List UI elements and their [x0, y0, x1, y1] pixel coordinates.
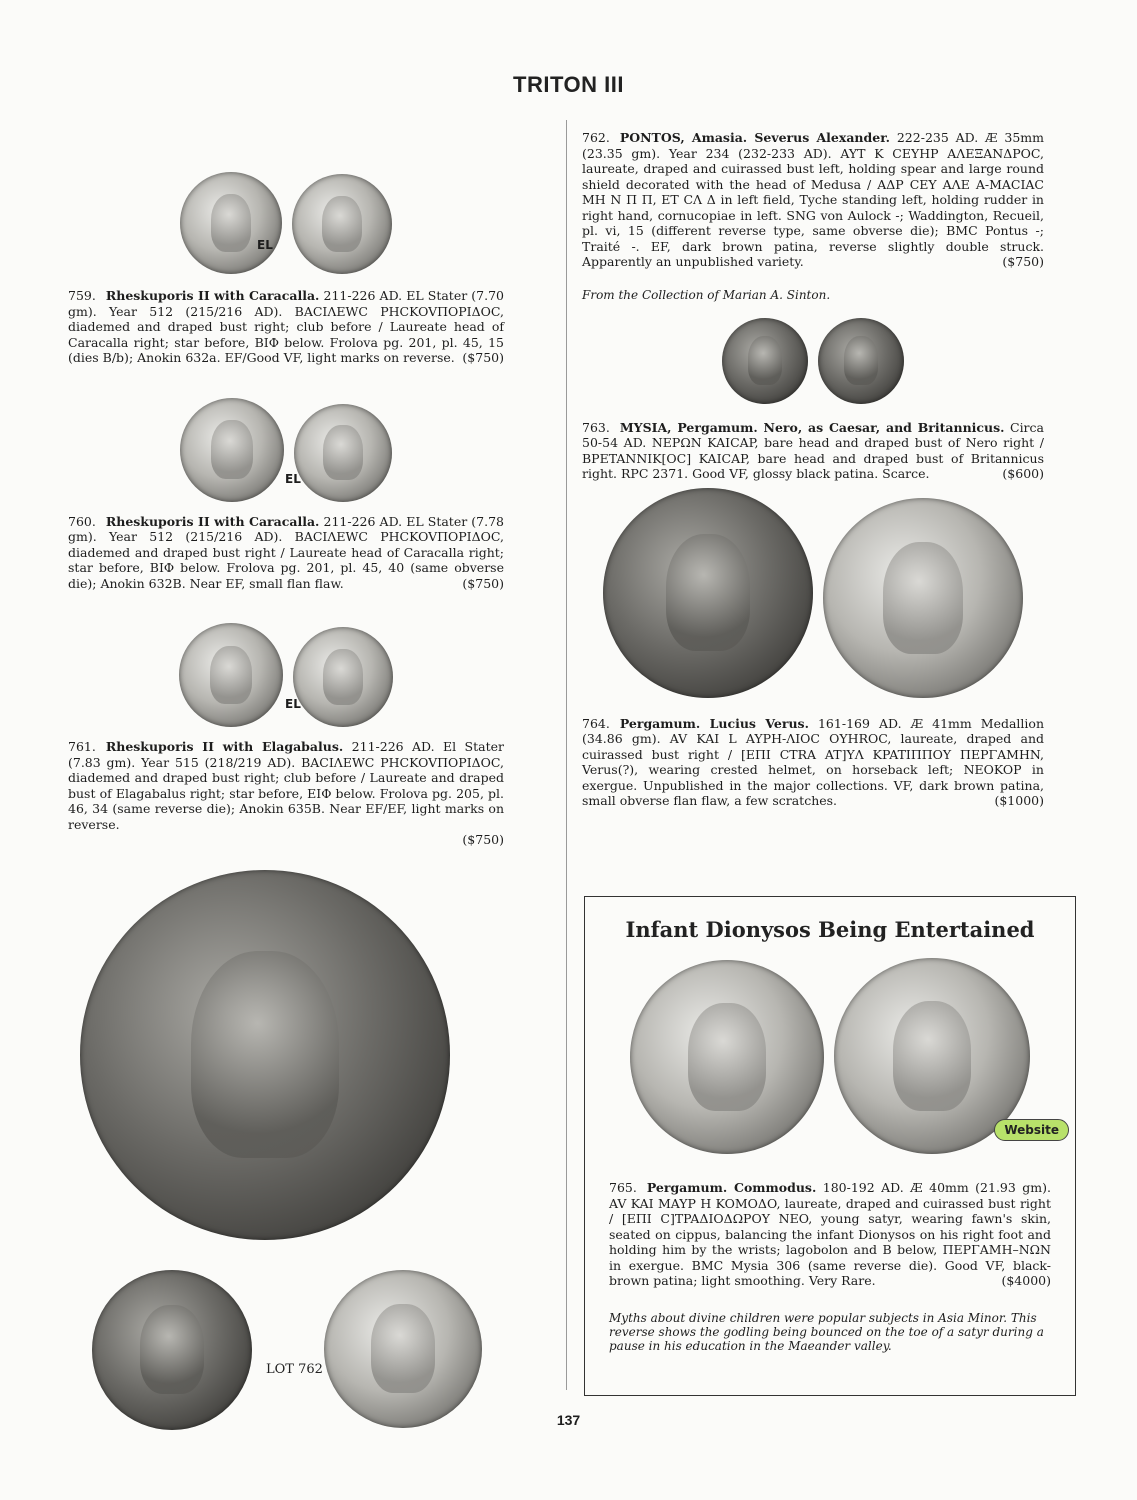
lot-762-large-images: [68, 870, 504, 1430]
coin-images-765: [609, 954, 1051, 1154]
lot-price: ($750): [1002, 254, 1044, 269]
metal-mark-761: EL: [285, 697, 301, 711]
lot-761: [68, 739, 504, 848]
lot-762-caption: LOT 762: [266, 1362, 323, 1377]
lot-price: ($600): [1002, 466, 1044, 481]
lot-description: 211-226 AD. EL Stater (7.70 gm). Year 512 (215/216 AD). BACIΛEWC PHCKOVΠOPIΔOC, diademed and draped bust right; club before / Laureate head of Caracalla right; star before, BIΦ below. Frolova pg. 201, pl. 45, 15 (dies B/b); Anokin 632a. EF/Good VF, light marks on reverse.: [68, 288, 504, 365]
lot-price: ($750): [462, 575, 504, 591]
lot-price: ($1000): [994, 793, 1044, 808]
lot-760: [68, 514, 504, 592]
lot-title: Pergamum. Commodus.: [646, 1180, 817, 1195]
coin-images-763: [582, 316, 1044, 404]
featured-lot-box: [584, 896, 1076, 1396]
lot-title: Rheskuporis II with Caracalla.: [105, 288, 320, 303]
lot-title: PONTOS, Amasia. Severus Alexander.: [619, 130, 891, 145]
lot-description: 211-226 AD. El Stater (7.83 gm). Year 515 (218/219 AD). BACIΛEWC PHCKOVΠOPIΔOC, diademed and draped bust right; club before / Laureate and draped bust of Elagabalus right; star before, EIΦ below. Frolova pg. 205, pl. 46, 34 (same reverse die); Anokin 635B. Near EF/EF, light marks on reverse.: [68, 739, 504, 832]
lot-description: 211-226 AD. EL Stater (7.78 gm). Year 512 (215/216 AD). BACIΛEWC PHCKOVΠOPIΔOC, diademed and draped bust right / Laureate head of Caracalla right; star before, BIΦ below. Frolova pg. 201, pl. 45, 40 (same obverse die); Anokin 632B. Near EF, small flan flaw.: [68, 513, 504, 591]
lot-762: [582, 130, 1044, 270]
lot-number: 760.: [68, 513, 96, 529]
lot-title: Rheskuporis II with Elagabalus.: [105, 739, 344, 754]
lot-number: 762.: [582, 130, 610, 145]
lot-759: [68, 288, 504, 366]
lot-description: 222-235 AD. Æ 35mm (23.35 gm). Year 234 (232-233 AD). AYT K CEYHP AΛEΞANΔPOC, laureate, draped and cuirassed bust left, holding spear and large round shield decorated with the head of Medusa / AΔP CEY AΛE A-MACIAC MH N Π Π, ET CΛ Δ in left field, Tyche standing left, holding rudder in right hand, cornucopiae in left. SNG von Aulock -; Waddington, Recueil, pl. vi, 15 (different reverse type, same obverse die); BMC Pontus -; Traité -. EF, dark brown patina, reverse slightly double struck. Apparently an unpublished variety.: [582, 130, 1044, 269]
coin-reverse-760: [294, 404, 392, 502]
lot-title: MYSIA, Pergamum. Nero, as Caesar, and Britannicus.: [619, 419, 1005, 435]
coin-obverse-763: [722, 318, 808, 404]
lot-title: Rheskuporis II with Caracalla.: [105, 513, 320, 529]
coin-obverse-762: [92, 1270, 252, 1430]
coin-reverse-763: [818, 318, 904, 404]
lot-price: ($750): [462, 350, 504, 365]
lot-765: [609, 1180, 1051, 1289]
coin-images-759: [68, 164, 504, 274]
lot-number: 764.: [582, 715, 610, 731]
lot-number: 765.: [609, 1180, 637, 1195]
coin-reverse-762: [324, 1270, 482, 1428]
right-column: [582, 130, 1044, 809]
column-divider: [566, 120, 567, 1390]
coin-images-761: [68, 617, 504, 727]
coin-reverse-764: [823, 498, 1023, 698]
lot-title: Pergamum. Lucius Verus.: [619, 715, 809, 731]
lot-764: [582, 716, 1044, 809]
coin-obverse-760: [180, 398, 284, 502]
coin-images-764: [582, 498, 1044, 698]
lot-price: ($750): [462, 832, 504, 847]
lot-description: 161-169 AD. Æ 41mm Medallion (34.86 gm). AV KAI L AYPH-ΛIOC OYHROC, laureate, draped and cuirassed bust right / [EΠI CTRA AT]YΛ KPATIΠΠOY ΠEPΓAMHN, Verus(?), wearing crested helmet, on horseback left; NEOKOP in exergue. Unpublished in the major collections. VF, dark brown patina, small obverse flan flaw, a few scratches.: [582, 715, 1044, 808]
coin-images-760: [68, 392, 504, 502]
lot-description: Circa 50-54 AD. NEPΩN KAICAP, bare head and draped bust of Nero right / BPETANNIK[OC] KAICAP, bare head and draped bust of Britannicus right. RPC 2371. Good VF, glossy black patina. Scarce.: [582, 419, 1044, 481]
coin-reverse-761: [293, 627, 393, 727]
metal-mark-759: EL: [257, 238, 273, 252]
coin-obverse-762-enlarged: [80, 870, 450, 1240]
lot-price: ($4000): [1001, 1273, 1051, 1288]
lot-number: 763.: [582, 419, 610, 435]
left-column: [68, 150, 504, 1430]
website-button[interactable]: Website: [994, 1119, 1069, 1141]
lot-763: [582, 420, 1044, 482]
coin-obverse-759: [180, 172, 282, 274]
coin-obverse-764: [603, 488, 813, 698]
featured-note-765: Myths about divine children were popular subjects in Asia Minor. This reverse shows the godling being bounced on the toe of a satyr during a pause in his education in the Maeander valley.: [609, 1310, 1044, 1353]
featured-box-title: Infant Dionysos Being Entertained: [625, 917, 1035, 942]
lot-description: 180-192 AD. Æ 40mm (21.93 gm). AV KAI MAYP H KOMOΔO, laureate, draped and cuirassed bust right / [EΠI C]TPAΔIOΔΩPOY NEO, young satyr, wearing fawn's skin, seated on cippus, balancing the infant Dionysos on his right foot and holding him by the wrists; lagobolon and B below, ΠEPΓAMH–NΩN in exergue. BMC Mysia 306 (same reverse die). Good VF, black-brown patina; light smoothing. Very Rare.: [609, 1180, 1051, 1288]
coin-obverse-765: [630, 960, 824, 1154]
lot-number: 759.: [68, 288, 96, 303]
page-header-title: TRITON III: [513, 72, 624, 97]
coin-reverse-759: [292, 174, 392, 274]
lot-number: 761.: [68, 739, 96, 754]
metal-mark-760: EL: [285, 471, 301, 486]
provenance-note-762: From the Collection of Marian A. Sinton.: [582, 287, 831, 302]
coin-obverse-761: [179, 623, 283, 727]
page-number: 137: [556, 1412, 581, 1428]
